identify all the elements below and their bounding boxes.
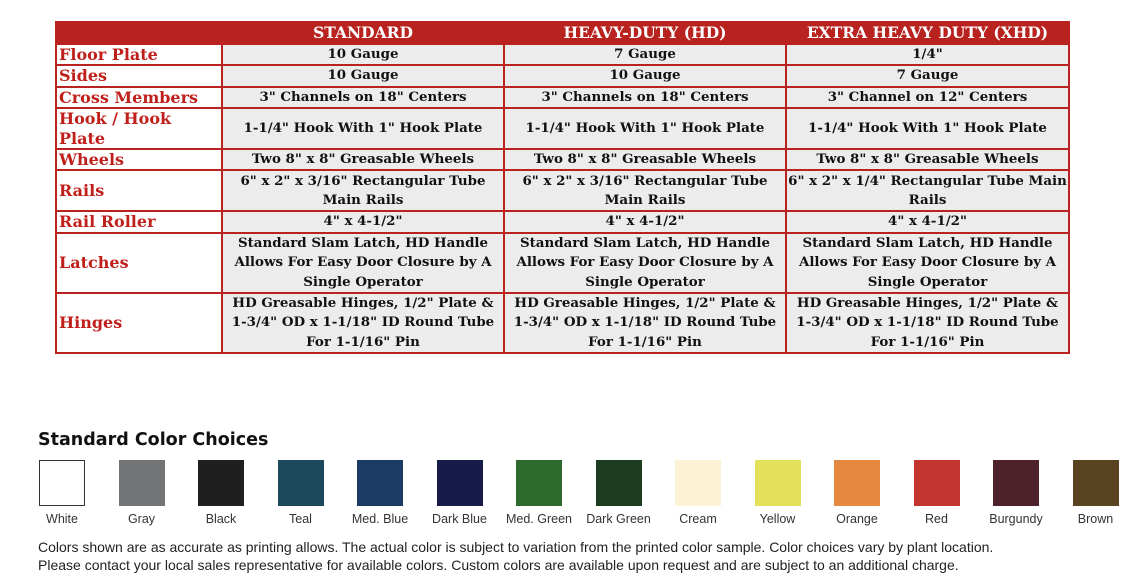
swatch-color [993, 460, 1039, 506]
cell-extra-heavy-duty: 6" x 2" x 1/4" Rectangular Tube Main Rails [786, 170, 1069, 211]
swatch-color [198, 460, 244, 506]
header-standard: STANDARD [222, 22, 504, 44]
cell-standard: 10 Gauge [222, 65, 504, 86]
cell-extra-heavy-duty: 4" x 4-1/2" [786, 211, 1069, 232]
color-choices-title: Standard Color Choices [38, 430, 269, 450]
swatch-gray [102, 460, 182, 526]
header-heavy-duty: HEAVY-DUTY (HD) [504, 22, 786, 44]
swatch-label: Black [205, 512, 237, 526]
swatch-label: Brown [1077, 512, 1114, 526]
swatch-label: Burgundy [989, 512, 1043, 526]
cell-heavy-duty: 4" x 4-1/2" [504, 211, 786, 232]
swatch-yellow [738, 460, 818, 526]
row-hinges [56, 293, 1069, 353]
swatch-color [119, 460, 165, 506]
cell-standard: 1-1/4" Hook With 1" Hook Plate [222, 108, 504, 149]
header-blank [56, 22, 222, 44]
swatch-color [596, 460, 642, 506]
row-rail-roller [56, 211, 1069, 232]
cell-extra-heavy-duty: HD Greasable Hinges, 1/2" Plate & 1-3/4" OD x 1-1/18" ID Round Tube For 1-1/16" Pin [786, 293, 1069, 353]
cell-standard: HD Greasable Hinges, 1/2" Plate & 1-3/4" OD x 1-1/18" ID Round Tube For 1-1/16" Pin [222, 293, 504, 353]
spec-header-row [56, 22, 1069, 44]
row-wheels [56, 149, 1069, 170]
row-label: Floor Plate [56, 44, 222, 65]
color-disclaimer [38, 538, 1138, 574]
swatch-color [357, 460, 403, 506]
swatch-orange [817, 460, 897, 526]
swatch-red [897, 460, 977, 526]
cell-extra-heavy-duty: 1/4" [786, 44, 1069, 65]
swatch-label: Teal [289, 512, 312, 526]
swatch-label: White [46, 512, 78, 526]
cell-standard: 6" x 2" x 3/16" Rectangular Tube Main Rails [222, 170, 504, 211]
cell-heavy-duty: 6" x 2" x 3/16" Rectangular Tube Main Rails [504, 170, 786, 211]
cell-standard: 4" x 4-1/2" [222, 211, 504, 232]
header-extra-heavy-duty: EXTRA HEAVY DUTY (XHD) [786, 22, 1069, 44]
cell-standard: Standard Slam Latch, HD Handle Allows For Easy Door Closure by A Single Operator [222, 233, 504, 293]
row-latches [56, 233, 1069, 293]
cell-heavy-duty: HD Greasable Hinges, 1/2" Plate & 1-3/4" OD x 1-1/18" ID Round Tube For 1-1/16" Pin [504, 293, 786, 353]
swatch-color [437, 460, 483, 506]
swatch-label: Gray [127, 512, 156, 526]
disclaimer-line: Please contact your local sales representative for available colors. Custom colors are available upon request and are subject to an additional charge. [38, 557, 959, 573]
cell-standard: 3" Channels on 18" Centers [222, 87, 504, 108]
swatch-brown [1056, 460, 1136, 526]
row-label: Wheels [56, 149, 222, 170]
swatch-label: Yellow [759, 512, 796, 526]
cell-heavy-duty: Standard Slam Latch, HD Handle Allows For Easy Door Closure by A Single Operator [504, 233, 786, 293]
cell-heavy-duty: 3" Channels on 18" Centers [504, 87, 786, 108]
cell-standard: 10 Gauge [222, 44, 504, 65]
swatch-color [1073, 460, 1119, 506]
swatch-cream [658, 460, 738, 526]
cell-extra-heavy-duty: Standard Slam Latch, HD Handle Allows For Easy Door Closure by A Single Operator [786, 233, 1069, 293]
swatch-color [39, 460, 85, 506]
swatch-label: Red [925, 512, 948, 526]
swatch-med-green [499, 460, 579, 526]
swatch-color [278, 460, 324, 506]
cell-standard: Two 8" x 8" Greasable Wheels [222, 149, 504, 170]
swatch-color [834, 460, 880, 506]
row-label: Sides [56, 65, 222, 86]
swatch-color [516, 460, 562, 506]
color-swatch-row [22, 460, 1142, 530]
cell-extra-heavy-duty: 7 Gauge [786, 65, 1069, 86]
cell-heavy-duty: Two 8" x 8" Greasable Wheels [504, 149, 786, 170]
row-floor-plate [56, 44, 1069, 65]
row-rails [56, 170, 1069, 211]
swatch-color [914, 460, 960, 506]
disclaimer-line: Colors shown are as accurate as printing allows. The actual color is subject to variation from the printed color sample. Color choices vary by plant location. [38, 539, 994, 555]
swatch-color [755, 460, 801, 506]
cell-heavy-duty: 7 Gauge [504, 44, 786, 65]
cell-heavy-duty: 1-1/4" Hook With 1" Hook Plate [504, 108, 786, 149]
swatch-label: Dark Blue [432, 512, 487, 526]
row-cross-members [56, 87, 1069, 108]
cell-extra-heavy-duty: 3" Channel on 12" Centers [786, 87, 1069, 108]
swatch-dark-green [579, 460, 659, 526]
swatch-teal [261, 460, 341, 526]
swatch-med-blue [340, 460, 420, 526]
cell-extra-heavy-duty: 1-1/4" Hook With 1" Hook Plate [786, 108, 1069, 149]
row-label: Hook / Hook Plate [56, 108, 222, 149]
spec-table [55, 21, 1070, 354]
swatch-black [181, 460, 261, 526]
cell-heavy-duty: 10 Gauge [504, 65, 786, 86]
row-label: Rail Roller [56, 211, 222, 232]
swatch-color [675, 460, 721, 506]
swatch-label: Orange [836, 512, 878, 526]
swatch-label: Med. Blue [351, 512, 409, 526]
swatch-dark-blue [420, 460, 500, 526]
swatch-label: Dark Green [586, 512, 651, 526]
swatch-label: Med. Green [505, 512, 572, 526]
cell-extra-heavy-duty: Two 8" x 8" Greasable Wheels [786, 149, 1069, 170]
swatch-white [22, 460, 102, 526]
row-label: Latches [56, 233, 222, 293]
row-hook-plate [56, 108, 1069, 149]
swatch-burgundy [976, 460, 1056, 526]
row-label: Rails [56, 170, 222, 211]
row-sides [56, 65, 1069, 86]
swatch-label: Cream [679, 512, 717, 526]
row-label: Hinges [56, 293, 222, 353]
row-label: Cross Members [56, 87, 222, 108]
